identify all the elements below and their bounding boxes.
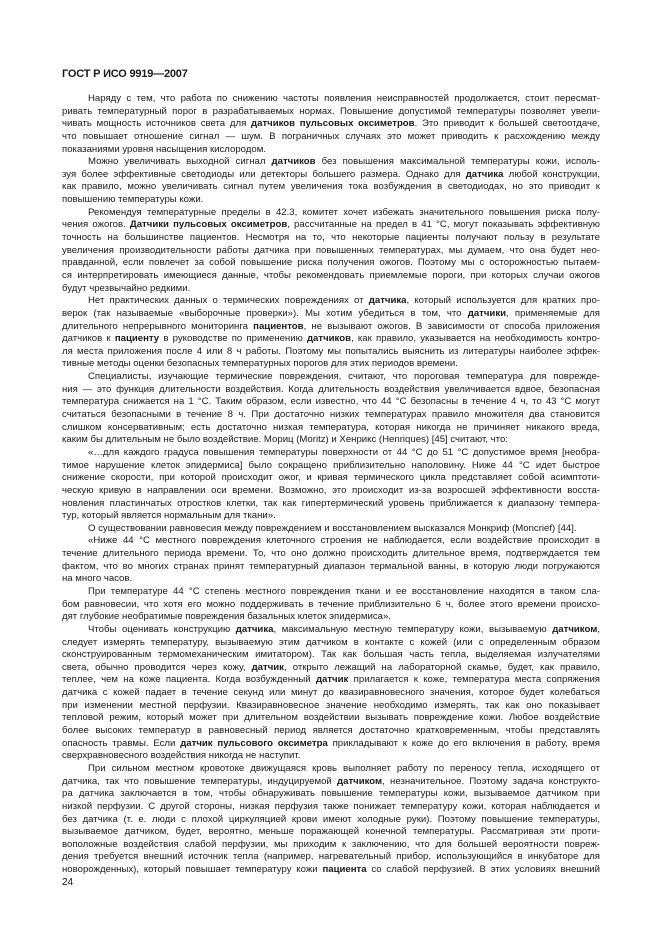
text-run: слишком консервативным; есть достаточно низкая температура, которая никогда не причиняет никакого вреда,	[62, 421, 600, 433]
text-line	[62, 295, 600, 308]
bold-term: датчик	[315, 674, 349, 686]
paragraph	[62, 624, 600, 763]
text-line	[62, 156, 600, 169]
text-line	[62, 624, 600, 637]
text-run: датчика с кожей падает в течение секунд или минут до квазиравновесного значения, которое будет колебаться	[62, 687, 600, 699]
text-run: вызываемое датчиком, будет, вероятно, меньше поражающей конечной температуры. Рассматривая эти проти-	[62, 826, 600, 838]
text-run: на много часов.	[62, 573, 133, 585]
text-line	[62, 637, 600, 650]
text-line	[62, 788, 600, 801]
text-line	[62, 270, 600, 283]
text-run: теплее, чем на коже пациента. Когда возбужденный	[62, 674, 316, 686]
text-line	[62, 93, 600, 106]
text-run: считаться безопасными в течение 8 ч. При достаточно низких температурах правило множителя два становится	[62, 409, 600, 421]
text-run: , максимальную местную температуру кожи, вызываемую	[273, 623, 553, 635]
bold-term: датчика	[368, 295, 407, 307]
document-header: ГОСТ Р ИСО 9919—2007	[62, 68, 188, 80]
text-run: как правило, можно увеличивать сигнал путем увеличения тока возбуждения в светодиодах, но это приводит к	[62, 181, 600, 193]
text-line	[62, 232, 600, 245]
text-line	[62, 725, 600, 738]
text-run: , незначительное. Поэтому задача конструкто-	[382, 775, 600, 787]
text-run: тимое нарушение клеток эпидермиса] было сокращено приблизительно наполовину. Ниже 44 °С идет быстрое	[62, 459, 600, 471]
text-line	[62, 700, 600, 713]
text-line	[62, 333, 600, 346]
text-run: будут чрезвычайно редкими.	[62, 282, 191, 294]
text-run: чения ожогов.	[62, 219, 130, 231]
paragraph	[62, 207, 600, 295]
text-run: датчиков к	[62, 333, 115, 345]
text-line	[62, 485, 600, 498]
text-line	[62, 599, 600, 612]
paragraph	[62, 93, 600, 156]
text-run: О существовании равновесия между повреждением и восстановлением высказался Монкриф (Moncrief) [44].	[88, 522, 577, 534]
text-line	[62, 384, 600, 397]
text-line	[62, 207, 600, 220]
text-run: Можно увеличивать выходной сигнал	[88, 156, 272, 168]
text-line	[62, 169, 600, 182]
text-run: Чтобы оценивать конструкцию	[88, 623, 236, 635]
text-run: ра датчика заключается в том, чтобы обнаруживать повышение температуры кожи, вызываемое датчиком при	[62, 788, 600, 800]
text-line	[62, 510, 600, 523]
text-line	[62, 283, 600, 296]
bold-term: датчики	[467, 307, 507, 319]
text-line	[62, 308, 600, 321]
bold-term: Датчики пульсовых оксиметров	[129, 219, 288, 231]
text-run: ния — это функция длительности воздействия. Когда длительность воздействия увеличивается вдвое, безопасная	[62, 383, 600, 395]
text-run: точность на большинстве пациентов. Несмотря на то, что некоторые пациенты получают пользу в результате	[62, 232, 600, 244]
bold-term: датчик	[251, 661, 284, 673]
text-line	[62, 194, 600, 207]
text-run: Рекомендуя температурные пределы в 42.3, комитет хочет избежать значительного повышения риска полу-	[88, 206, 600, 218]
text-run: ривать температурный порог в разрабатываемых нормах. Повышение допустимой температуры позволяет увели-	[62, 105, 600, 117]
text-line	[62, 434, 600, 447]
text-line	[62, 674, 600, 687]
text-line	[62, 460, 600, 473]
text-line	[62, 245, 600, 258]
text-line	[62, 814, 600, 827]
text-line	[62, 738, 600, 751]
text-run: тепловой режим, который может при длительном воздействии вызывать повреждение кожи. Любое воздействие	[62, 712, 600, 724]
bold-term: пациентов	[253, 320, 304, 332]
text-run: температура снижается на 1 °С. Таким образом, если известно, что 44 °С безопасны в течение 4 ч, то 43 °С могут	[62, 396, 600, 408]
text-line	[62, 776, 600, 789]
text-run: дят глубокие необратимые повреждения базальных клеток эпидермиса».	[62, 611, 391, 623]
bold-term: датчик пульсового оксиметра	[180, 737, 328, 749]
paragraph	[62, 295, 600, 371]
text-run: воположные воздействия слабой перфузии, мы приходим к заключению, что для большей вероятности повреж-	[62, 838, 600, 850]
text-run: что повышает отношение сигнал — шум. В пограничных случаях это может приводить к расхождению между	[62, 130, 600, 142]
text-line	[62, 131, 600, 144]
bold-term: датчиков	[306, 333, 351, 345]
text-line	[62, 358, 600, 371]
text-run: , который используется для кратких про-	[406, 295, 600, 307]
bold-term: пациента	[322, 864, 367, 876]
text-line	[62, 498, 600, 511]
text-run: длительного непрерывного мониторинга	[62, 320, 254, 332]
text-run: ,	[597, 623, 600, 635]
text-run: новорожденных), который повышает температуру кожи	[62, 864, 323, 876]
text-line	[62, 447, 600, 460]
text-line	[62, 839, 600, 852]
bold-term: пациенту	[114, 333, 160, 345]
text-run: сверхравновесного воздействия никогда не наступит.	[62, 750, 301, 762]
text-line	[62, 472, 600, 485]
bold-term: датчиком	[552, 623, 598, 635]
paragraph	[62, 535, 600, 586]
text-line	[62, 118, 600, 131]
text-line	[62, 712, 600, 725]
text-run: течение длительного периода времени. То, что оно должно происходить длительное время, подтверждается тем	[62, 548, 600, 560]
text-run: правданной, если повлечет за собой повышение риска получения ожогов. Поэтому мы с осторожностью пытаем-	[62, 257, 600, 269]
text-run: тур, который является нормальным для ткани».	[62, 510, 276, 522]
text-run: низкой перфузии. С другой стороны, низкая перфузия также понижает температуру кожи, которая наблюдается и	[62, 800, 600, 812]
text-run: света, обычно проводится через кожу,	[62, 661, 252, 673]
text-run: в руководстве по применению	[159, 333, 307, 345]
text-run: , не вызывают ожогов. В зависимости от способа приложения	[303, 320, 600, 332]
text-line	[62, 144, 600, 157]
text-run: чивать мощность источников света для	[62, 118, 252, 130]
text-run: , рассчитанные на предел в 41 °С, могут показывать эффективную	[287, 219, 600, 231]
text-line	[62, 535, 600, 548]
text-run: показаниями уровня насыщения кислородом.	[62, 143, 267, 155]
text-line	[62, 611, 600, 624]
text-run: тивные методы оценки безопасных температурных порогов для этих периодов времени.	[62, 358, 458, 370]
text-run: При температуре 44 °С степень местного повреждения ткани и ее восстановление находятся в таком сла-	[88, 585, 600, 597]
text-run: повышению температуры кожи.	[62, 194, 204, 206]
text-line	[62, 763, 600, 776]
text-line	[62, 106, 600, 119]
text-run: без датчика (т. е. люди с плохой циркуляцией крови имеют холодные руки). Поэтому повышение температуры,	[62, 813, 600, 825]
text-run: При сильном местном кровотоке движущаяся кровь выполняет работу по переносу тепла, исходящего от	[88, 762, 600, 774]
text-run: «…для каждого градуса повышения температуры поверхности от 44 °С до 51 °С допустимое время [необра-	[88, 446, 600, 458]
text-run: каким бы длительным не было воздействие. Мориц (Moritz) и Хенрикс (Henriques) [45] считают, что:	[62, 434, 508, 446]
paragraph	[62, 447, 600, 523]
text-line	[62, 864, 600, 877]
text-run: увеличения производительности работы датчика при повышенных температурах, мы думаем, что она будет нео-	[62, 244, 600, 256]
text-run: следует измерять температуру, вызываемую этим датчиком в контакте с кожей (или с определенным образом	[62, 636, 600, 648]
text-line	[62, 573, 600, 586]
text-line	[62, 346, 600, 359]
text-run: при изменении местной перфузии. Квазиравновесное значение необходимо измерять, так как оно показывает	[62, 699, 600, 711]
bold-term: датчика	[465, 168, 504, 180]
paragraph	[62, 586, 600, 624]
text-run: ческую кривую в направлении оси времени. Возможно, это происходит из-за возросшей эффективности восста-	[62, 484, 600, 496]
text-line	[62, 662, 600, 675]
text-line	[62, 409, 600, 422]
text-run: , как правило, указывается на необходимость контро-	[351, 333, 600, 345]
text-line	[62, 548, 600, 561]
text-line	[62, 687, 600, 700]
text-run: снижение скорости, при которой происходит ожог, и кривая термического цикла представляет собой асимптоти-	[62, 472, 600, 484]
text-line	[62, 586, 600, 599]
text-run: «Ниже 44 °С местного повреждения клеточного строения не наблюдается, если воздействие происходит в	[88, 535, 600, 547]
text-run: более высоких температур в равновесный период является достаточно кратковременным, чтобы представлять	[62, 725, 600, 737]
paragraph	[62, 763, 600, 877]
document-body	[62, 93, 600, 877]
text-run: новления пластинчатых отростков клетки, так как гипертермический уровень приближается к диапазону темпера-	[62, 497, 600, 509]
paragraph	[62, 371, 600, 447]
text-line	[62, 851, 600, 864]
text-line	[62, 649, 600, 662]
text-run: прилагается к коже, температура места сопряжения	[348, 674, 600, 686]
text-run: Специалисты, изучающие термические повреждения, считают, что пороговая температура для поврежде-	[88, 371, 600, 383]
text-line	[62, 523, 600, 536]
text-run: без повышения максимальной температуры кожи, исполь-	[315, 156, 600, 168]
page-number: 24	[62, 877, 74, 888]
text-line	[62, 257, 600, 270]
text-run: опасность травмы. Если	[62, 737, 181, 749]
paragraph	[62, 156, 600, 207]
text-run: датчика, так что повышение температуры, индуцируемой	[62, 775, 338, 787]
text-line	[62, 321, 600, 334]
text-run: , применяемые для	[506, 307, 600, 319]
text-run: верок (так называемые «выборочные проверки»). Мы хотим убедиться в том, что	[62, 307, 468, 319]
text-run: любой конструкции,	[503, 168, 600, 180]
text-run: дения требуется внешний источник тепла (например, нагревательный прибор, использующийся в инкубаторе для	[62, 851, 600, 863]
text-run: Наряду с тем, что работа по снижению частоты появления неисправностей продолжается, стоит пересмат-	[88, 93, 600, 104]
text-line	[62, 422, 600, 435]
bold-term: датчиком	[337, 775, 383, 787]
text-run: прикладывают к коже до его включения в работу, время	[327, 737, 600, 749]
bold-term: датчика	[235, 623, 274, 635]
text-run: фактом, что во многих странах принят температурный диапазон термальной ванны, в которую люди погружаются	[62, 560, 600, 572]
text-run: ля места приложения после 4 или 8 ч работы. Поэтому мы попытались выяснить из литературы наиболее эффек-	[62, 345, 600, 357]
text-line	[62, 371, 600, 384]
text-run: . Это приводит к большей светоотдаче,	[414, 118, 600, 130]
text-run: сконструированным термомеханическим имитатором). Так как большая часть тепла, выделяемая излучателями	[62, 649, 600, 661]
text-line	[62, 750, 600, 763]
text-line	[62, 219, 600, 232]
text-line	[62, 181, 600, 194]
text-line	[62, 826, 600, 839]
text-line	[62, 561, 600, 574]
text-line	[62, 801, 600, 814]
text-run: со слабой перфузией. В этих условиях внешний	[366, 864, 600, 876]
paragraph	[62, 523, 600, 536]
text-run: Нет практических данных о термических повреждениях от	[88, 295, 369, 307]
text-run: бом равновесии, что хотя его можно поддерживать в течение приблизительно 6 ч, более этого времени происхо-	[62, 598, 600, 610]
bold-term: датчиков пульсовых оксиметров	[251, 118, 415, 130]
text-run: , открыто лежащий на лабораторной скамье, будет, как правило,	[284, 661, 600, 673]
text-run: зуя более эффективные светодиоды или детекторы большего размера. Однако для	[62, 168, 466, 180]
bold-term: датчиков	[271, 156, 316, 168]
text-line	[62, 396, 600, 409]
text-run: ся интерпретировать имеющиеся данные, чтобы рекомендовать приемлемые пороги, при которых случаи ожогов	[62, 269, 600, 281]
